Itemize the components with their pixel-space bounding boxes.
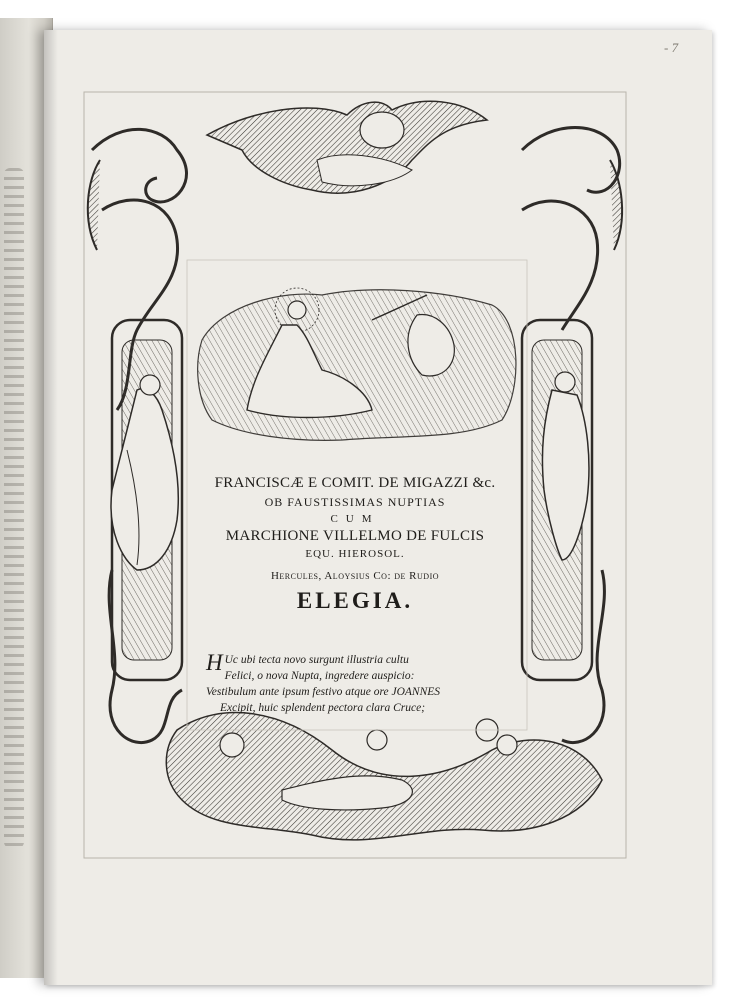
apollo-vignette xyxy=(198,288,516,440)
left-page-ornament xyxy=(4,168,24,848)
verse-block xyxy=(206,652,526,716)
drop-cap: H xyxy=(206,650,223,675)
poem-title: ELEGIA. xyxy=(296,588,414,613)
verse-line-3: Vestibulum ante ipsum festivo atque ore JOANNES xyxy=(206,686,441,698)
groom-line: MARCHIONE VILLELMO DE FULCIS xyxy=(225,528,485,544)
occasion-line: OB FAUSTISSIMAS NUPTIAS xyxy=(264,495,446,509)
page-gutter-shadow xyxy=(44,30,58,985)
title-block xyxy=(190,475,520,614)
order-line: EQU. HIEROSOL. xyxy=(305,548,405,560)
dedication-line: FRANCISCÆ E COMIT. DE MIGAZZI &c. xyxy=(214,475,496,491)
right-frame-column xyxy=(522,128,622,743)
bottom-reclining-figures xyxy=(166,713,602,840)
verse-line-4: Excipit, huic splendent pectora clara Cruce; xyxy=(220,702,426,714)
cum-line: CUM xyxy=(330,513,380,525)
verse-line-2: Felici, o nova Nupta, ingredere auspicio: xyxy=(224,670,415,682)
left-frame-column xyxy=(88,129,187,742)
page-number: - 7 xyxy=(664,40,679,55)
verse-line-1: Uc ubi tecta novo surgunt illustria cultu xyxy=(224,654,409,666)
author-line: Hercules, Aloysius Co: de Rudio xyxy=(270,570,440,582)
top-eagle-figure xyxy=(207,101,487,193)
